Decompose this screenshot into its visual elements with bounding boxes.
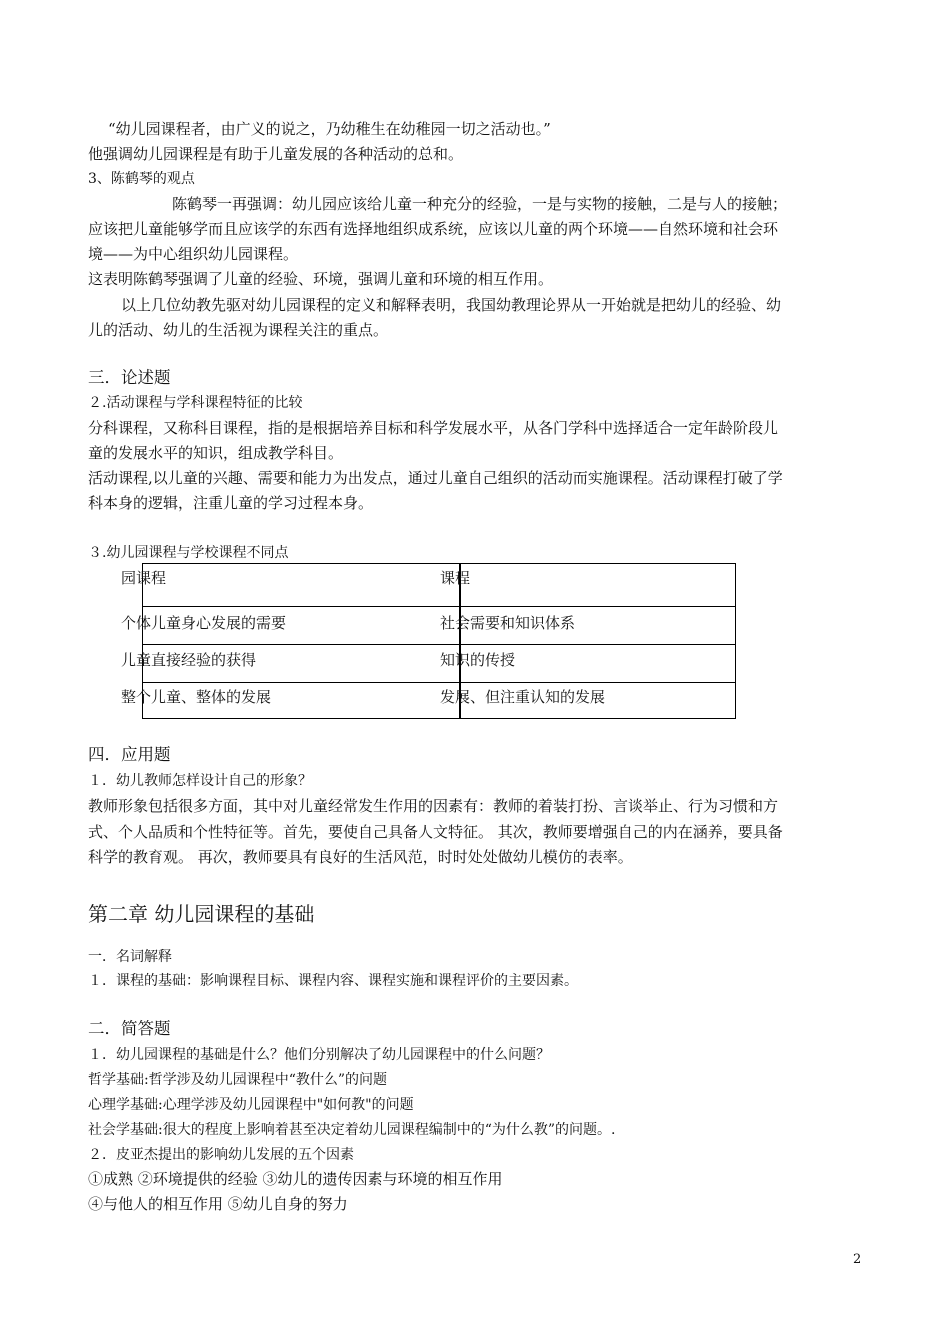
table-cell: 发展、但注重认知的发展 (440, 688, 606, 706)
subheading: １．幼儿园课程的基础是什么？他们分别解决了幼儿园课程中的什么问题？ (88, 1047, 550, 1063)
text-line: 3、陈鹤琴的观点 (88, 171, 195, 187)
subheading: ３.幼儿园课程与学校课程不同点 (88, 545, 289, 561)
text-line: ①成熟 ②环境提供的经验 ③幼儿的遗传因素与环境的相互作用 (88, 1170, 503, 1188)
text-line: 分科课程，又称科目课程，指的是根据培养目标和科学发展水平，从各门学科中选择适合一定年龄阶段儿 (88, 419, 779, 437)
table-border (142, 644, 736, 645)
table-border (142, 606, 736, 607)
chapter-title: 第二章 幼儿园课程的基础 (88, 902, 315, 926)
section-heading: 四．应用题 (88, 745, 171, 764)
section-heading: 三．论述题 (88, 368, 171, 387)
text-line: 儿的活动、幼儿的生活视为课程关注的重点。 (88, 321, 389, 339)
text-line: 以上几位幼教先驱对幼儿园课程的定义和解释表明，我国幼教理论界从一开始就是把幼儿的经验、幼 (121, 296, 782, 314)
text-line: 教师形象包括很多方面，其中对儿童经常发生作用的因素有：教师的着装打扮、言谈举止、行为习惯和方 (88, 797, 779, 815)
text-line: １．课程的基础：影响课程目标、课程内容、课程实施和课程评价的主要因素。 (88, 973, 578, 989)
table-border (735, 563, 736, 719)
text-line: 活动课程,以儿童的兴趣、需要和能力为出发点，通过儿童自己组织的活动而实施课程。活动课程打破了学 (88, 469, 783, 487)
section-heading: 一．名词解释 (88, 949, 172, 965)
section-heading: 二．简答题 (88, 1019, 171, 1038)
text-line: 科本身的逻辑，注重儿童的学习过程本身。 (88, 494, 374, 512)
table-border (142, 718, 736, 719)
text-line: 境——为中心组织幼儿园课程。 (88, 245, 299, 263)
table-cell: 知识的传授 (440, 651, 516, 669)
table-border (142, 563, 736, 564)
text-line: “幼儿园课程者，由广义的说之，乃幼稚生在幼稚园一切之活动也。” (108, 120, 551, 138)
text-line: ④与他人的相互作用 ⑤幼儿自身的努力 (88, 1195, 348, 1213)
text-line: 应该把儿童能够学而且应该学的东西有选择地组织成系统，应该以儿童的两个环境——自然环境和社会环 (88, 220, 779, 238)
text-line: 哲学基础:哲学涉及幼儿园课程中“教什么”的问题 (88, 1072, 388, 1088)
table-cell: 园课程 (121, 569, 167, 587)
text-line: 科学的教育观。 再次，教师要具有良好的生活风范，时时处处做幼儿模仿的表率。 (88, 848, 633, 866)
subheading: １．幼儿教师怎样设计自己的形象？ (88, 773, 312, 789)
text-line: 他强调幼儿园课程是有助于儿童发展的各种活动的总和。 (88, 145, 464, 163)
text-line: 心理学基础:心理学涉及幼儿园课程中"如何教"的问题 (88, 1097, 414, 1113)
subheading: ２．皮亚杰提出的影响幼儿发展的五个因素 (88, 1147, 354, 1163)
table-border (142, 682, 736, 683)
text-line: 式、个人品质和个性特征等。首先，要使自己具备人文特征。 其次，教师要增强自己的内在涵养，要具备 (88, 823, 783, 841)
text-line: 童的发展水平的知识，组成教学科目。 (88, 444, 344, 462)
table-cell: 儿童直接经验的获得 (121, 651, 257, 669)
table-cell: 个体儿童身心发展的需要 (121, 614, 287, 632)
table-cell: 整个儿童、整体的发展 (121, 688, 272, 706)
page-number: 2 (853, 1252, 862, 1267)
text-line: 陈鹤琴一再强调：幼儿园应该给儿童一种充分的经验，一是与实物的接触，二是与人的接触； (172, 195, 788, 213)
subheading: ２.活动课程与学科课程特征的比较 (88, 395, 303, 411)
text-line: 社会学基础:很大的程度上影响着甚至决定着幼儿园课程编制中的“为什么教”的问题。. (88, 1122, 616, 1138)
text-line: 这表明陈鹤琴强调了儿童的经验、环境，强调儿童和环境的相互作用。 (88, 270, 554, 288)
table-cell: 社会需要和知识体系 (440, 614, 576, 632)
table-cell: 课程 (440, 569, 471, 587)
